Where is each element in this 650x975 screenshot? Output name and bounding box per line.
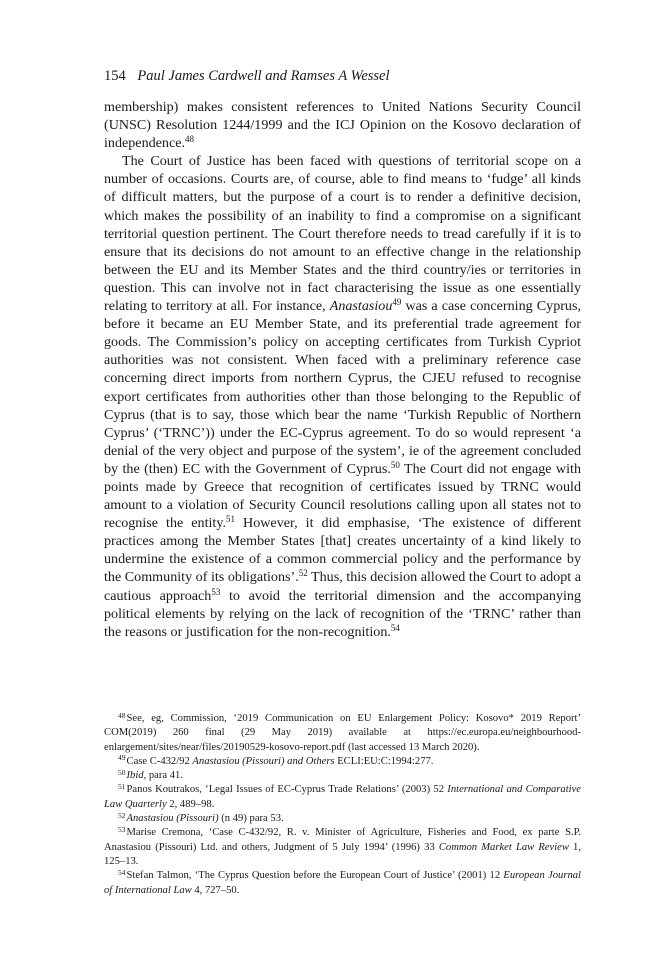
footnote-italic: Ibid (126, 770, 144, 782)
footnote-text: Case C-432/92 (126, 755, 193, 767)
footnote-text: 1, 125–13. (104, 841, 582, 867)
paragraph-text: membership) makes consistent references to United Nations Security Council (UNSC) Resolution 1244/1999 and the ICJ Opinion on the Kosovo declaration of independence. (104, 99, 581, 152)
footnote-number: 48 (118, 710, 126, 720)
footnote-text: 2, 489–98. (166, 798, 215, 810)
footnote-italic: Anastasiou (Pissouri) (126, 813, 219, 825)
running-head-authors: Paul James Cardwell and Ramses A Wessel (137, 68, 390, 84)
running-head (104, 66, 584, 86)
footnote-ref-50[interactable]: 50 (390, 459, 400, 470)
footnote-text: ECLI:EU:C:1994:277. (334, 755, 434, 767)
paragraph-text: to avoid the territorial dimension and the accompanying political elements by relying on the lack of recognition of the ‘TRNC’ rather than the reasons or justification for the non-recognition. (104, 587, 581, 640)
footnote-ref-52[interactable]: 52 (298, 568, 308, 579)
footnote-50 (104, 769, 581, 783)
paragraph-2 (104, 152, 581, 641)
page-number: 154 (104, 68, 126, 84)
footnote-text: 4, 727–50. (191, 884, 240, 896)
footnote-italic: Anastasiou (Pissouri) and Others (192, 755, 335, 767)
footnote-number: 51 (118, 781, 126, 791)
footnote-54 (104, 869, 581, 898)
footnote-number: 53 (118, 824, 126, 834)
footnote-text: Marise Cremona, ‘Case C-432/92, R. v. Minister of Agriculture, Fisheries and Food, ex parte S.P. Anastasiou (Pissouri) Ltd. and others, Judgment of 5 July 1994’ (1996) 33 (104, 827, 581, 853)
case-name: Anastasiou (329, 298, 393, 315)
footnote-ref-53[interactable]: 53 (211, 586, 221, 597)
footnote-ref-54[interactable]: 54 (390, 622, 400, 633)
footnote-ref-49[interactable]: 49 (392, 297, 402, 308)
footnote-italic: International and Comparative Law Quarterly (104, 784, 581, 810)
footnote-number: 52 (118, 810, 126, 820)
footnote-italic: European Journal of International Law (104, 870, 581, 896)
footnote-text: Stefan Talmon, ‘The Cyprus Question before the European Court of Justice’ (2001) 12 (126, 870, 504, 882)
footnote-48 (104, 712, 581, 755)
footnote-number: 49 (118, 753, 126, 763)
footnotes (104, 712, 581, 898)
footnote-49 (104, 755, 581, 769)
footnote-ref-51[interactable]: 51 (226, 514, 235, 525)
footnote-ref-48[interactable]: 48 (185, 134, 194, 145)
footnote-italic: Common Market Law Review (438, 841, 569, 853)
main-text (104, 98, 581, 641)
footnote-52 (104, 812, 581, 826)
footnote-number: 50 (118, 767, 126, 777)
footnote-text: Panos Koutrakos, ‘Legal Issues of EC-Cyprus Trade Relations’ (2003) 52 (126, 784, 448, 796)
footnote-text: See, eg, Commission, ‘2019 Communication on EU Enlargement Policy: Kosovo* 2019 Report’ COM(2019) 260 final (29 May 2019) available at https://ec.europa.eu/neighbourhood-enlargement/sites/near/files/20190529-kosovo-report.pdf (last accessed 13 March 2020). (104, 713, 581, 753)
paragraph-text: The Court did not engage with points made by Greece that recognition of certificates issued by TRNC would amount to a violation of Security Council resolutions calling upon all states not to recognise the entity. (104, 460, 581, 532)
paragraph-text: The Court of Justice has been faced with questions of territorial scope on a number of occasions. Courts are, of course, able to find means to ‘fudge’ all kinds of difficult matters, but the purpose of a court is to render a definitive decision, which makes the possibility of an inability to find a compromise on a significant territorial question pertinent. The Court therefore needs to tread carefully if it is to ensure that its decisions do not amount to an effective change in the relationship between the EU and its Member States and the third country/ies or territories in question. This can involve not in fact characterising the issue as one essentially relating to territory at all. For instance, (104, 153, 581, 315)
paragraph-1 (104, 98, 581, 152)
footnote-text: (n 49) para 53. (218, 813, 284, 825)
paragraph-text: Thus, this decision allowed the Court to adopt a cautious approach (104, 569, 581, 604)
footnote-53 (104, 826, 581, 869)
footnote-text: , para 41. (143, 770, 183, 782)
footnote-51 (104, 783, 581, 812)
paragraph-text: However, it did emphasise, ‘The existence of different practices among the Member States [that] creates uncertainty of a kind likely to undermine the existence of a common commercial policy and the performance by the Community of its obligations’. (104, 515, 581, 586)
footnote-number: 54 (118, 867, 126, 877)
paragraph-text: was a case concerning Cyprus, before it became an EU Member State, and its preferential trade agreement for goods. The Commission’s policy on accepting certificates from Turkish Cypriot authorities was not consistent. When faced with a preliminary reference case concerning direct imports from northern Cyprus, the CJEU refused to recognise export certificates from authorities other than those belonging to the Republic of Cyprus (that is to say, those which bear the name ‘Turkish Republic of Northern Cyprus’ (‘TRNC’)) under the EC-Cyprus agreement. To do so would represent ‘a denial of the very object and purpose of the system’, ie of the agreement concluded by the (then) EC with the Government of Cyprus. (104, 298, 581, 477)
